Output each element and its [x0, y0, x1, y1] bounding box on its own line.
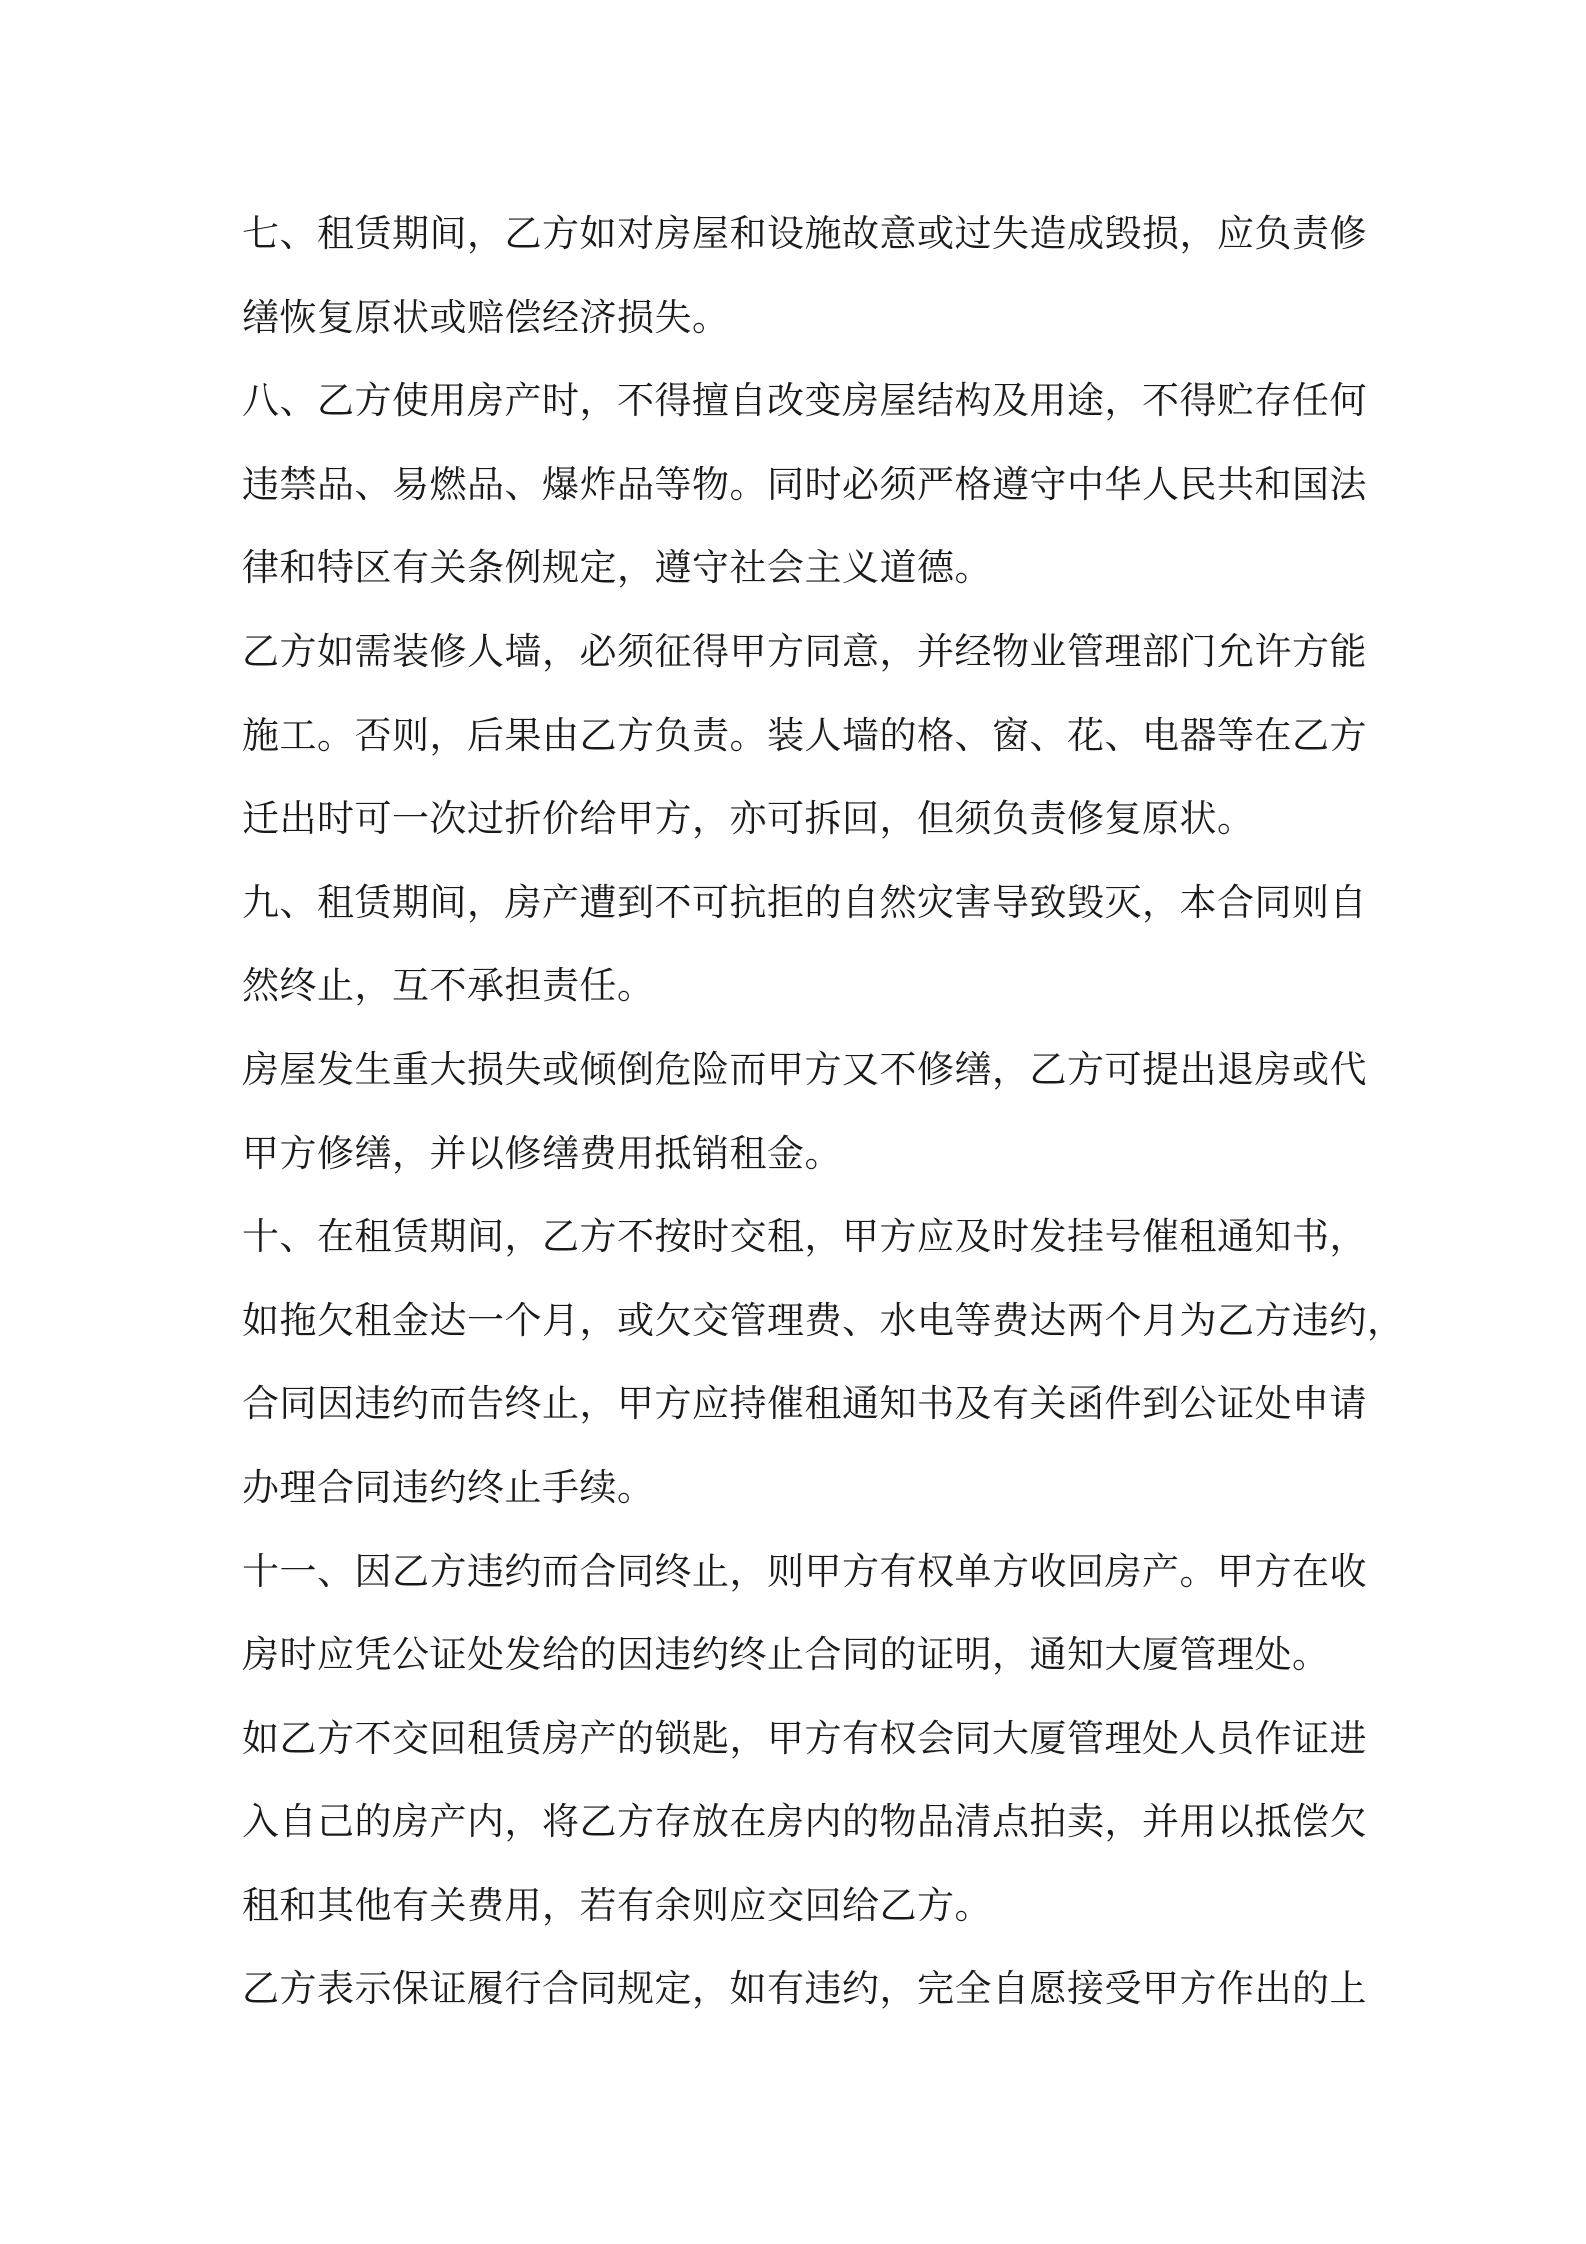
text-line: 如 拖 欠 租 金 达 一 个 月 ， 或 欠 交 管 理 费 、 水 电 等 费 达 两 个 月 为 乙 方 违 约 ，: [242, 1298, 1405, 1342]
text-line: 如 乙 方 不 交 回 租 赁 房 产 的 锁 匙 ， 甲 方 有 权 会 同 大 厦 管 理 处 人 员 作 证 进: [242, 1716, 1367, 1760]
text-line: 十 、 在 租 赁 期 间 ， 乙 方 不 按 时 交 租 ， 甲 方 应 及 时 发 挂 号 催 租 通 知 书 ，: [242, 1215, 1367, 1259]
text-line: 十 一 、 因 乙 方 违 约 而 合 同 终 止 ， 则 甲 方 有 权 单 方 收 回 房 产 。 甲 方 在 收: [242, 1549, 1367, 1593]
text-line: 租和其他有关费用，若有余则应交回给乙方。: [242, 1883, 992, 1927]
text-line: 甲方修缮，并以修缮费用抵销租金。: [242, 1131, 842, 1175]
text-line: 然终止，互不承担责任。: [242, 964, 655, 1008]
text-line: 房时应凭公证处发给的因违约终止合同的证明，通知大厦管理处。: [242, 1633, 1330, 1677]
text-line: 合 同 因 违 约 而 告 终 止 ， 甲 方 应 持 催 租 通 知 书 及 有 关 函 件 到 公 证 处 申 请: [242, 1382, 1367, 1426]
text-line: 入 自 己 的 房 产 内 ， 将 乙 方 存 放 在 房 内 的 物 品 清 点 拍 卖 ， 并 用 以 抵 偿 欠: [242, 1800, 1367, 1844]
text-line: 七 、 租 赁 期 间 ， 乙 方 如 对 房 屋 和 设 施 故 意 或 过 失 造 成 毁 损 ， 应 负 责 修: [242, 212, 1367, 255]
text-line: 九 、 租 赁 期 间 ， 房 产 遭 到 不 可 抗 拒 的 自 然 灾 害 导 致 毁 灭 ， 本 合 同 则 自: [242, 880, 1367, 924]
text-line: 乙 方 表 示 保 证 履 行 合 同 规 定 ， 如 有 违 约 ， 完 全 自 愿 接 受 甲 方 作 出 的 上: [242, 1967, 1367, 2011]
contract-body-text: [242, 192, 1405, 2031]
text-line: 办理合同违约终止手续。: [242, 1465, 655, 1509]
text-line: 房 屋 发 生 重 大 损 失 或 倾 倒 危 险 而 甲 方 又 不 修 缮 ， 乙 方 可 提 出 退 房 或 代: [242, 1047, 1367, 1091]
text-line: 违 禁 品 、 易 燃 品 、 爆 炸 品 等 物 。 同 时 必 须 严 格 遵 守 中 华 人 民 共 和 国 法: [242, 462, 1367, 506]
text-line: 缮恢复原状或赔偿经济损失。: [242, 295, 730, 339]
text-line: 施 工 。 否 则 ， 后 果 由 乙 方 负 责 。 装 人 墙 的 格 、 窗 、 花 、 电 器 等 在 乙 方: [242, 713, 1367, 757]
text-line: 乙 方 如 需 装 修 人 墙 ， 必 须 征 得 甲 方 同 意 ， 并 经 物 业 管 理 部 门 允 许 方 能: [242, 629, 1367, 673]
text-line: 迁出时可一次过折价给甲方，亦可拆回，但须负责修复原状。: [242, 797, 1255, 841]
text-line: 八 、 乙 方 使 用 房 产 时 ， 不 得 擅 自 改 变 房 屋 结 构 及 用 途 ， 不 得 贮 存 任 何: [242, 379, 1367, 423]
text-line: 律和特区有关条例规定，遵守社会主义道德。: [242, 546, 992, 590]
